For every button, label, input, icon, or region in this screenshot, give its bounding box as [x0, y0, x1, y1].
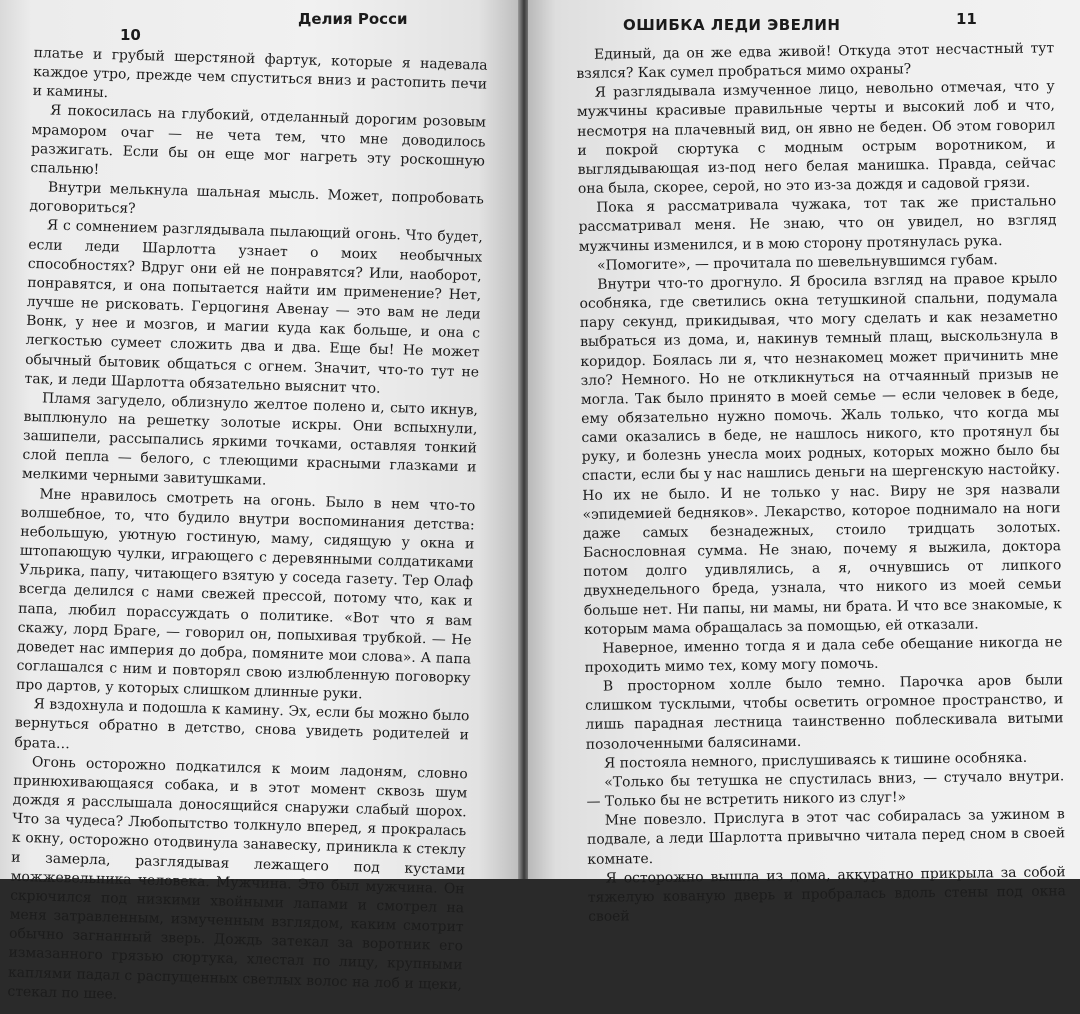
paragraph: Пока я рассматривала чужака, тот так же пристально рассматривал меня. Не знаю, что он увидел, но взгляд мужчины изменился, и в мою сторону протянулась рука.	[578, 193, 1057, 255]
page-number: 10	[120, 26, 141, 44]
paragraph: Я постояла немного, прислушиваясь к тишине особняка.	[603, 749, 1028, 772]
paragraph: «Только бы тетушка не спустилась вниз, — стучало внутри. — Только бы не встретить никого из слуг!»	[586, 768, 1065, 811]
left-page	[0, 0, 520, 1003]
left-page-body	[7, 44, 488, 1014]
right-page	[528, 0, 1080, 925]
right-page-body	[576, 39, 1066, 927]
paragraph: Пламя загудело, облизнуло желтое полено и, сыто икнув, выплюнуло на решетку золотые искры. Они вспыхнули, зашипели, рассыпались яркими точками, оставляя тонкий слой пепла — белого, с тлеющими красными глазками и мелкими черными завитушками.	[21, 390, 479, 490]
paragraph: Единый, да он же едва живой! Откуда этот несчастный тут взялся? Как сумел пробраться мимо охраны?	[576, 40, 1055, 83]
paragraph: Мне нравилось смотреть на огонь. Было в нем что-то волшебное, то, что будило внутри воспоминания детства: небольшую, уютную гостиную, маму, сидящую у окна и штопающую чулки, играющего с деревянными солдатиками Ульрика, папу, читающего взятую у соседа газету. Тер Олаф всегда делился с нами свежей прессой, потому что, как и папа, любил порассуждать о политике. «Вот что я вам скажу, лорд Браге, — говорил он, попыхивая трубкой. — Не доведет нас империя до добра, помяните мои слова». А папа соглашался с ним и повторял свою излюбленную поговорку про дартов, у которых слишком длинные руки.	[15, 485, 476, 703]
left-page-header	[0, 10, 520, 44]
page-number: 11	[956, 10, 977, 28]
paragraph: Мне повезло. Прислуга в этот час собиралась за ужином в подвале, а леди Шарлотта привычно читала перед сном в своей комнате.	[586, 806, 1066, 868]
paragraph: Я покосилась на глубокий, отделанный дорогим розовым мрамором очаг — не чета тем, что мне доводилось разжигать. Если бы он еще мог нагреть эту роскошную спальню!	[30, 102, 487, 178]
paragraph: Я разглядывала измученное лицо, невольно отмечая, что у мужчины красивые правильные черты и высокий лоб и что, несмотря на плачевный вид, он явно не беден. Об этом говорил и покрой сюртука с модным острым воротником, и выглядывающая из-под него белая манишка. Правда, сейчас она была, скорее, серой, но это из-за дождя и садовой грязи.	[576, 78, 1056, 198]
paragraph: «Помогите», — прочитала по шевельнувшимся губам.	[596, 251, 998, 274]
paragraph: В просторном холле было темно. Парочка аров были слишком тусклыми, чтобы осветить огромное пространство, и лишь парадная лестница таинственно поблескивала витыми позолоченными балясинами.	[585, 672, 1064, 753]
paragraph: Наверное, именно тогда я и дала себе обещание никогда не проходить мимо тех, кому могу помочь.	[584, 634, 1063, 676]
paragraph: Я осторожно вышла из дома, аккуратно прикрыла за собой тяжелую кованую дверь и пробралась вдоль стены под окна своей	[587, 863, 1066, 925]
paragraph: Внутри что-то дрогнуло. Я бросила взгляд на правое крыло особняка, где светились окна тетушкиной спальни, подумала пару секунд, прикидывая, что могу сделать и как незаметно выбраться из дома, и, накинув темный плащ, выскользнула в коридор. Боялась ли я, что незнакомец может причинить мне зло? Немного. Но не откликнуться на отчаянный призыв не могла. Так было принято в моей семье — если человек в беде, ему обязательно нужно помочь. Жаль только, что когда мы сами оказались в беде, не нашлось никого, кто протянул бы руку, и болезнь унесла моих родных, которых можно было бы спасти, если бы у нас нашлись деньги на шергенскую настойку. Но их не было. И не только у нас. Виру не зря назвали «эпидемией бедняков». Лекарство, которое поднимало на ноги даже самых безнадежных, стоило тридцать золотых. Баснословная сумма. Не знаю, почему я выжила, доктора потом долго удивлялись, а я, очнувшись от липкого двухнедельного бреда, узнала, что никого из моей семьи больше нет. Ни папы, ни мамы, ни брата. И что все знакомые, к которым мама обращалась за помощью, ей отказали.	[579, 270, 1062, 638]
paragraph: Я вздохнула и подошла к камину. Эх, если бы можно было вернуться обратно в детство, снова увидеть родителей и брата…	[14, 696, 470, 752]
paragraph: Внутри мелькнула шальная мысль. Может, попробовать договориться?	[29, 179, 485, 218]
paragraph: Огонь осторожно подкатился к моим ладоням, словно принюхивающаяся собака, и в этот момент сквозь шум дождя я расслышала доносящийся снаружи слабый шорох. Что за чудеса? Любопытство толкнуло вперед, я прокралась к окну, осторожно отодвинула занавеску, приникла к стеклу и замерла, разглядывая лежащего под кустами можжевельника человека. Мужчина. Это был мужчина. Он скрючился под низкими хвойными лапами и смотрел на меня затравленным, измученным взглядом, каким смотрит обычно загнанный зверь. Дождь затекал за воротник его измазанного грязью сюртука, хлестал по лицу, крупными каплями падал с распущенных светлых волос на лоб и щеки, стекал по шее.	[7, 754, 469, 1003]
running-head-title: ОШИБКА ЛЕДИ ЭВЕЛИН	[623, 16, 841, 34]
paragraph: Я с сомнением разглядывала пылающий огонь. Что будет, если леди Шарлотта узнает о моих необычных способностях? Вдруг они ей не понравятся? Или, наоборот, понравятся, и она попытается найти им применение? Нет, лучше не рисковать. Герцогиня Авенау — это вам не леди Вонк, у нее и мозгов, и магии куда как больше, и она с легкостью сумеет сложить два и два. Еще бы! Не может обычный бытовик общаться с огнем. Значит, что-то тут не так, и леди Шарлотта обязательно выяснит что.	[24, 217, 483, 397]
paragraph: платье и грубый шерстяной фартук, которые я надевала каждое утро, прежде чем спуститься вниз и растопить печи и камины.	[32, 44, 488, 102]
right-page-header	[528, 10, 1080, 38]
running-head-author: Делия Росси	[298, 10, 408, 28]
